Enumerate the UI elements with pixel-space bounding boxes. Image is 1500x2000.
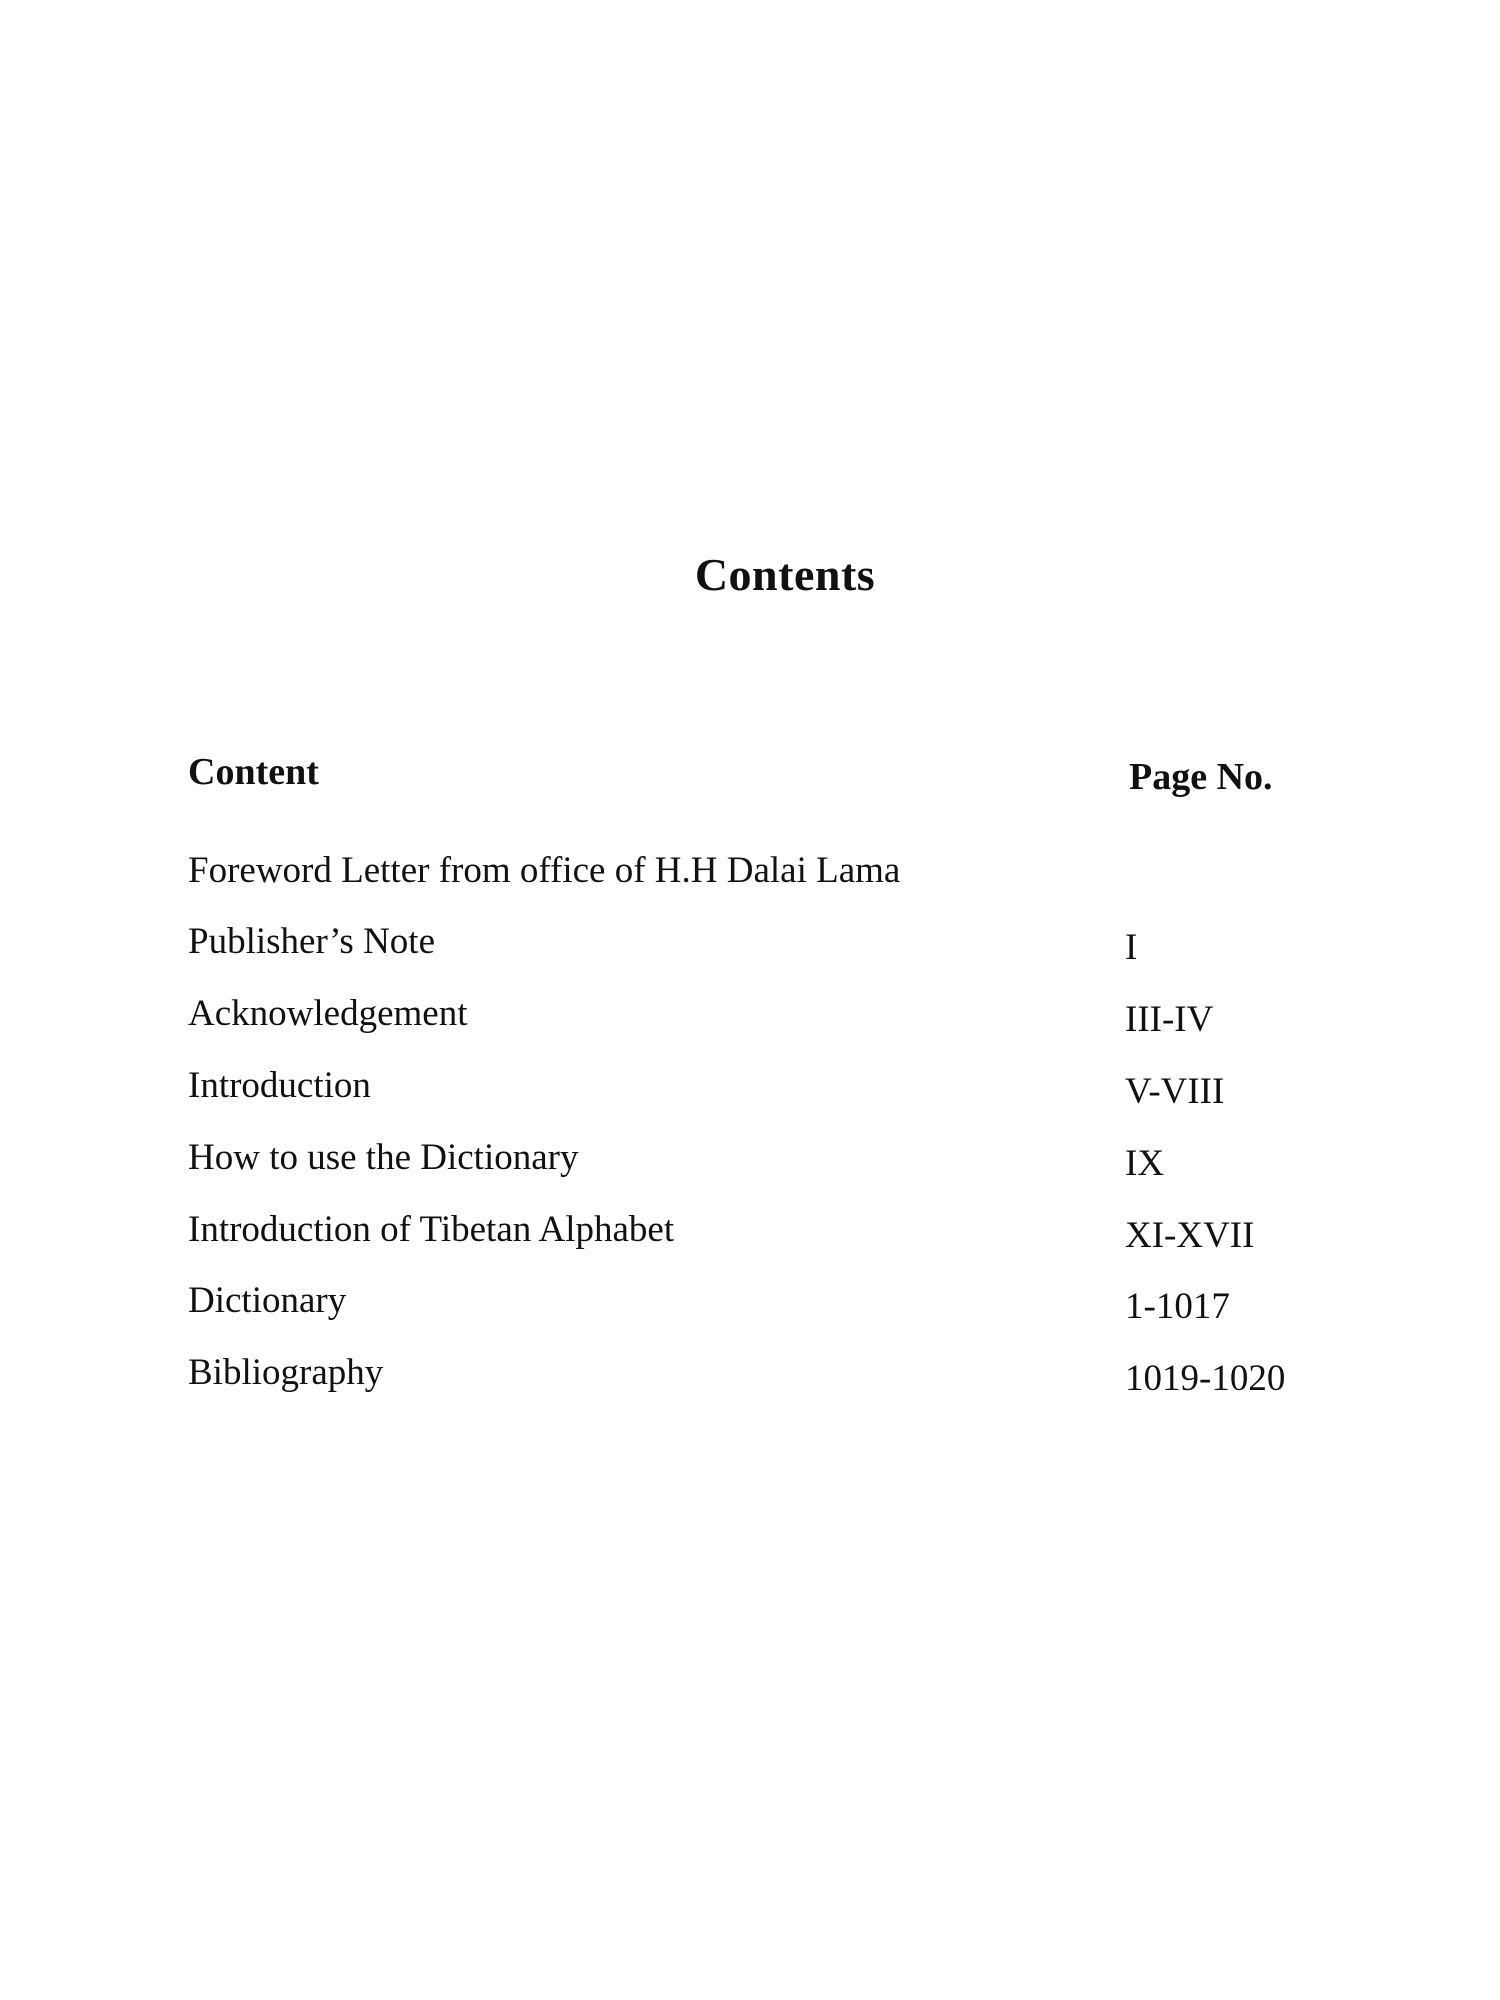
toc-entry-page: III-IV [1125, 999, 1214, 1040]
toc-entry-title: Acknowledgement [188, 993, 468, 1034]
page-title: Contents [694, 549, 876, 600]
content-column-header: Content [188, 751, 319, 793]
toc-entry [0, 920, 1500, 980]
toc-entry-title: Introduction [188, 1065, 371, 1106]
toc-entry-page: I [1125, 927, 1138, 968]
toc-entry-title: Bibliography [188, 1352, 384, 1393]
toc-entry [0, 1279, 1500, 1339]
page-number-column-header: Page No. [1129, 756, 1273, 798]
toc-entry-page: IX [1125, 1143, 1165, 1184]
toc-entry-title: Dictionary [188, 1280, 347, 1321]
toc-entry-title: Foreword Letter from office of H.H Dalai Lama [188, 850, 901, 891]
toc-entry [0, 1351, 1500, 1411]
toc-entry-page: 1019-1020 [1125, 1358, 1286, 1399]
toc-entry-title: Introduction of Tibetan Alphabet [188, 1209, 675, 1250]
toc-entry [0, 1208, 1500, 1268]
toc-entry-page: 1-1017 [1125, 1286, 1230, 1327]
toc-entry-title: How to use the Dictionary [188, 1137, 579, 1178]
toc-entry [0, 849, 1500, 909]
toc-entry-page: V-VIII [1125, 1071, 1225, 1112]
toc-entry [0, 1136, 1500, 1196]
toc-entry-page: XI-XVII [1125, 1215, 1255, 1256]
toc-entry-title: Publisher’s Note [188, 921, 436, 962]
toc-entry [0, 992, 1500, 1052]
toc-entry [0, 1064, 1500, 1124]
